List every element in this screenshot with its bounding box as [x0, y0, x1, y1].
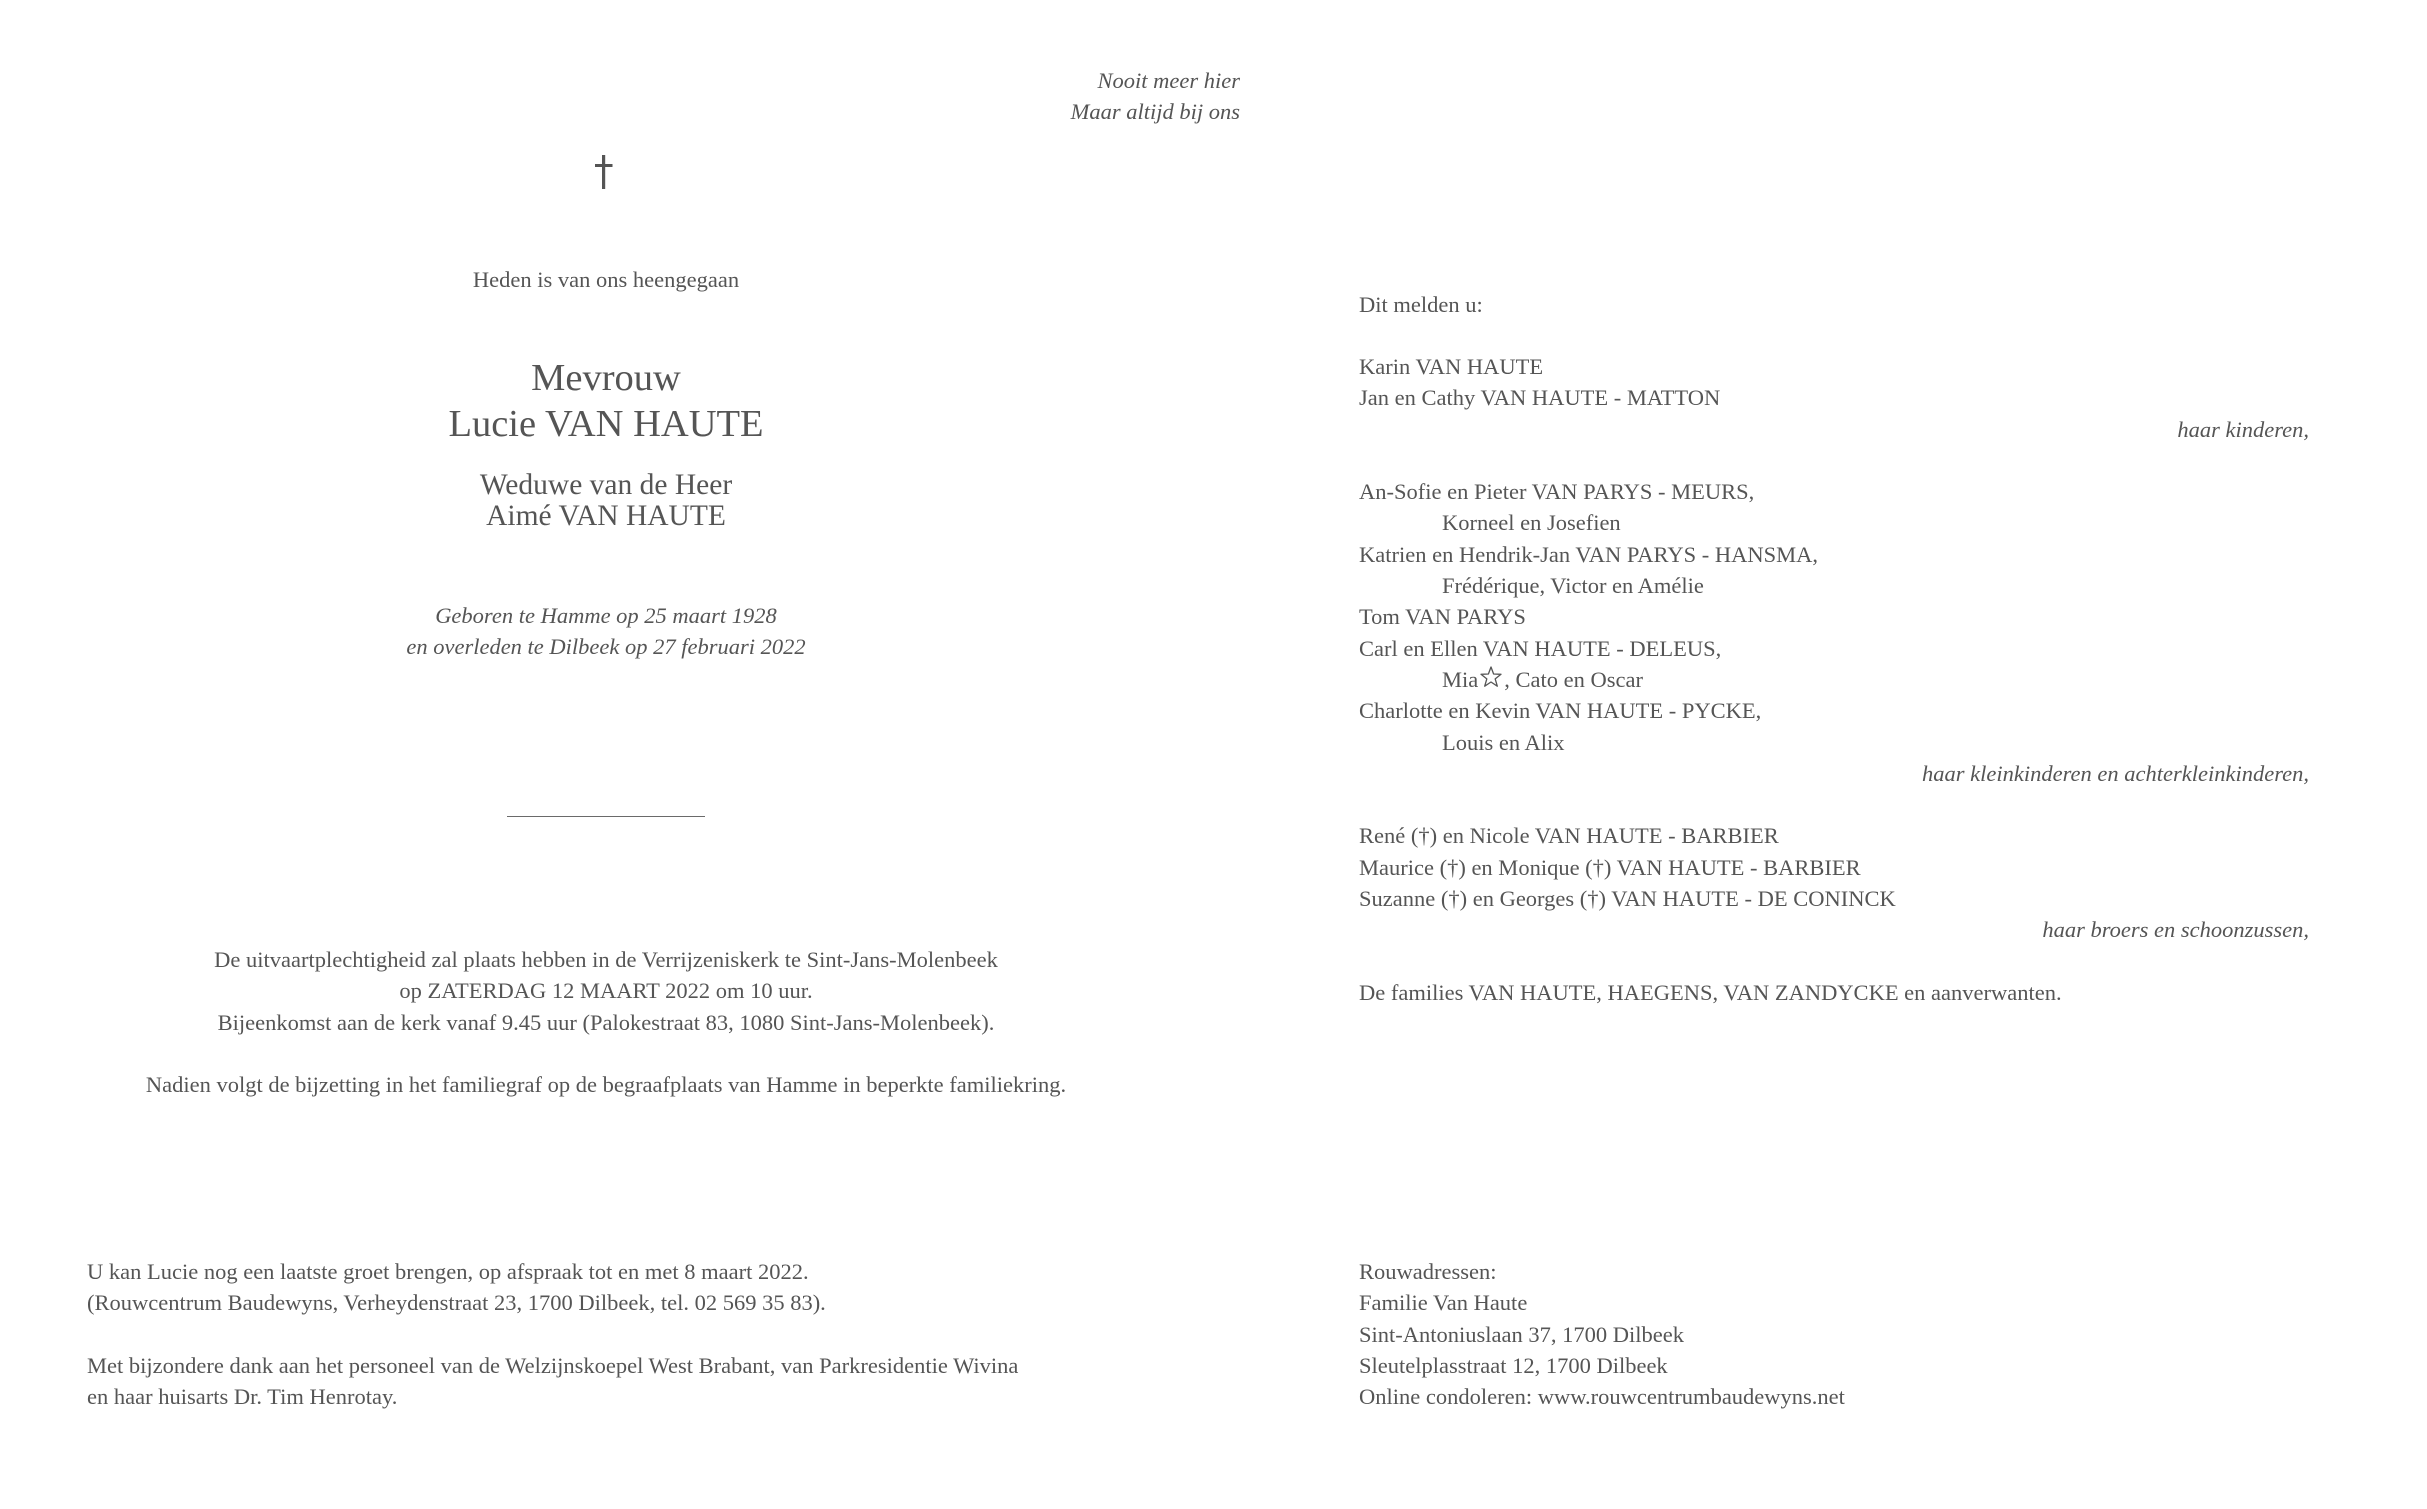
- mourning-name: Familie Van Haute: [1359, 1290, 1528, 1316]
- grandchild-line: Charlotte en Kevin VAN HAUTE - PYCKE,: [1359, 698, 1762, 724]
- deceased-name-block: [300, 355, 912, 447]
- families-line: De families VAN HAUTE, HAEGENS, VAN ZANDYCKE en aanverwanten.: [1359, 979, 2062, 1005]
- divider-line: [507, 816, 705, 817]
- funeral-line-3: Bijeenkomst aan de kerk vanaf 9.45 uur (Palokestraat 83, 1080 Sint-Jans-Molenbeek).: [217, 1009, 995, 1035]
- farewell-line-1: U kan Lucie nog een laatste groet brengen, op afspraak tot en met 8 maart 2022.: [87, 1259, 809, 1284]
- widow-line-2: Aimé VAN HAUTE: [486, 500, 726, 532]
- great-grandchild-line: Frédérique, Victor en Amélie: [1442, 573, 1704, 599]
- thanks-line-1: Met bijzondere dank aan het personeel van de Welzijnskoepel West Brabant, van Parkresidentie Wivina: [87, 1353, 1019, 1378]
- grandchildren-label: haar kleinkinderen en achterkleinkinderen,: [1922, 760, 2309, 786]
- child-1: Karin VAN HAUTE: [1359, 354, 1544, 379]
- spacer: [1359, 445, 2309, 476]
- deceased-name: Lucie VAN HAUTE: [448, 403, 764, 445]
- mourning-address-1: Sint-Antoniuslaan 37, 1700 Dilbeek: [1359, 1321, 1684, 1347]
- motto: [880, 65, 1240, 128]
- great-grandchild-line: Louis en Alix: [1442, 729, 1565, 755]
- mourning-addresses: [1359, 1256, 1845, 1412]
- sibling-line: René (†) en Nicole VAN HAUTE - BARBIER: [1359, 823, 1779, 849]
- funeral-line-2: op ZATERDAG 12 MAART 2022 om 10 uur.: [399, 978, 813, 1004]
- grandchild-line: Tom VAN PARYS: [1359, 604, 1526, 630]
- funeral-line-1: De uitvaartplechtigheid zal plaats hebben in de Verrijzeniskerk te Sint-Jans-Molenbeek: [214, 947, 998, 972]
- great-grandchild-name: Mia: [1442, 666, 1479, 692]
- farewell-block: [87, 1256, 826, 1319]
- mourning-address-2: Sleutelplasstraat 12, 1700 Dilbeek: [1359, 1352, 1668, 1378]
- thanks-line-2: en haar huisarts Dr. Tim Henrotay.: [87, 1384, 398, 1410]
- sibling-line: Suzanne (†) en Georges (†) VAN HAUTE - DE CONINCK: [1359, 886, 1896, 912]
- grandchild-line: An-Sofie en Pieter VAN PARYS - MEURS,: [1359, 479, 1755, 505]
- child-2: Jan en Cathy VAN HAUTE - MATTON: [1359, 385, 1721, 411]
- grandchild-line: Carl en Ellen VAN HAUTE - DELEUS,: [1359, 635, 1722, 661]
- dates-block: [300, 600, 912, 663]
- great-grandchild-names: , Cato en Oscar: [1504, 666, 1643, 692]
- motto-line-2: Maar altijd bij ons: [1070, 99, 1240, 125]
- grandchild-line: Katrien en Hendrik-Jan VAN PARYS - HANSMA,: [1359, 541, 1818, 567]
- great-grandchild-line: Korneel en Josefien: [1442, 510, 1621, 536]
- farewell-line-2: (Rouwcentrum Baudewyns, Verheydenstraat 23, 1700 Dilbeek, tel. 02 569 35 83).: [87, 1290, 826, 1316]
- cross-icon: [590, 153, 618, 191]
- siblings-label: haar broers en schoonzussen,: [2042, 917, 2309, 943]
- death-line: en overleden te Dilbeek op 27 februari 2022: [406, 634, 806, 660]
- star-icon: [1479, 665, 1503, 689]
- spacer: [1359, 789, 2309, 820]
- widow-line-1: Weduwe van de Heer: [479, 469, 733, 501]
- thanks-block: [87, 1350, 1018, 1413]
- widow-block: [300, 470, 912, 532]
- announce-heading: Dit melden u:: [1359, 292, 1483, 317]
- online-condolences: Online condoleren: www.rouwcentrumbaudewyns.net: [1359, 1384, 1845, 1410]
- mourning-heading: Rouwadressen:: [1359, 1259, 1497, 1284]
- intro-text: Heden is van ons heengegaan: [472, 267, 740, 292]
- birth-line: Geboren te Hamme op 25 maart 1928: [435, 603, 777, 628]
- sibling-line: Maurice (†) en Monique (†) VAN HAUTE - BARBIER: [1359, 854, 1861, 880]
- deceased-title: Mevrouw: [531, 357, 681, 399]
- motto-line-1: Nooit meer hier: [1097, 68, 1240, 93]
- burial-line: Nadien volgt de bijzetting in het familiegraf op de begraafplaats van Hamme in beperkte familiekring.: [145, 1072, 1067, 1097]
- spacer: [1359, 946, 2309, 977]
- family-list: [1359, 351, 2309, 1008]
- great-grandchild-line: [1359, 664, 2309, 695]
- funeral-block: [100, 944, 1112, 1038]
- children-label: haar kinderen,: [2177, 416, 2309, 442]
